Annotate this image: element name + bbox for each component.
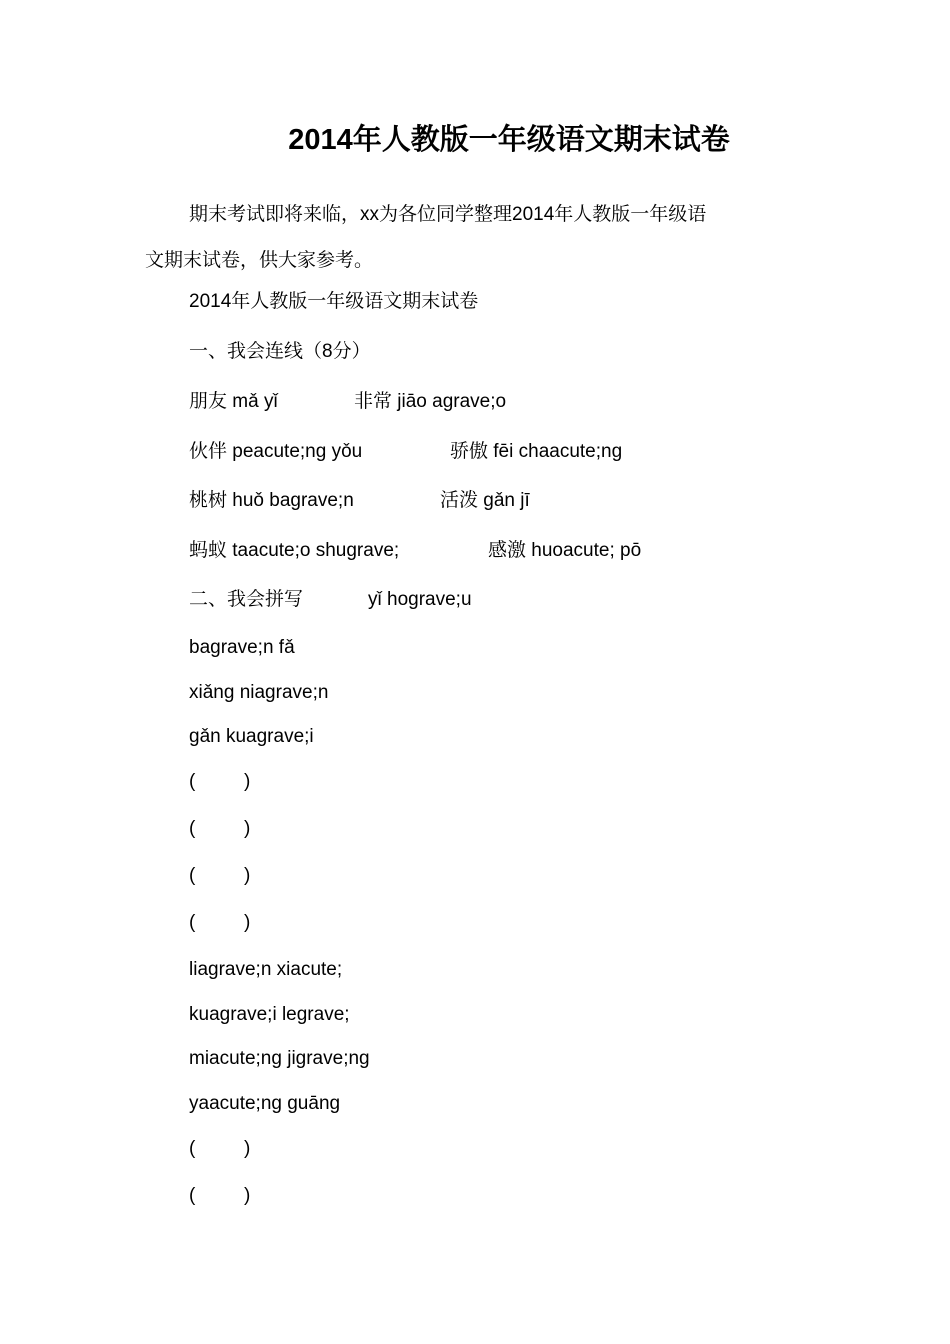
blank-open-paren: ( [189, 1138, 196, 1159]
pinyin-word: gǎn kuagrave;i [189, 726, 314, 747]
pinyin-word: bagrave;n fǎ [189, 637, 295, 658]
blank-close-paren: ) [244, 1185, 251, 1206]
blank-open-paren: ( [189, 1185, 196, 1206]
matching-left: 蚂蚁 taacute;o shugrave; [189, 540, 400, 561]
matching-row [189, 537, 642, 565]
matching-right: 骄傲 fēi chaacute;ng [450, 441, 623, 462]
blank-close-paren: ) [244, 818, 251, 839]
pinyin-word: miacute;ng jigrave;ng [189, 1048, 370, 1069]
subtitle: 2014年人教版一年级语文期末试卷 [189, 291, 479, 312]
intro-line-1: 期末考试即将来临，xx为各位同学整理2014年人教版一年级语 [189, 204, 707, 225]
pinyin-word: yǐ hograve;u [368, 589, 472, 610]
matching-right: 感激 huoacute; pō [488, 540, 642, 561]
pinyin-word: xiǎng niagrave;n [189, 682, 329, 703]
pinyin-word: kuagrave;i legrave; [189, 1004, 350, 1025]
intro-paragraph [145, 192, 813, 284]
matching-left: 伙伴 peacute;ng yǒu [189, 441, 363, 462]
matching-row [189, 388, 507, 416]
intro-line-2: 文期末试卷，供大家参考。 [145, 250, 374, 271]
matching-right: 非常 jiāo agrave;o [354, 391, 507, 412]
section-1-heading: 一、我会连线（8分） [189, 341, 371, 362]
blank-close-paren: ) [244, 771, 251, 792]
matching-row [189, 438, 623, 466]
blank-open-paren: ( [189, 865, 196, 886]
matching-right: 活泼 gǎn jī [440, 490, 530, 511]
document-title: 2014年人教版一年级语文期末试卷 [288, 124, 730, 156]
matching-left: 桃树 huǒ bagrave;n [189, 490, 354, 511]
matching-left: 朋友 mǎ yǐ [189, 391, 278, 412]
section-2-heading-row [189, 586, 472, 614]
pinyin-word: liagrave;n xiacute; [189, 959, 343, 980]
blank-close-paren: ) [244, 1138, 251, 1159]
blank-open-paren: ( [189, 912, 196, 933]
pinyin-word: yaacute;ng guāng [189, 1093, 341, 1114]
blank-open-paren: ( [189, 818, 196, 839]
blank-open-paren: ( [189, 771, 196, 792]
blank-close-paren: ) [244, 912, 251, 933]
section-2-heading: 二、我会拼写 [189, 589, 304, 610]
blank-close-paren: ) [244, 865, 251, 886]
matching-row [189, 487, 530, 515]
